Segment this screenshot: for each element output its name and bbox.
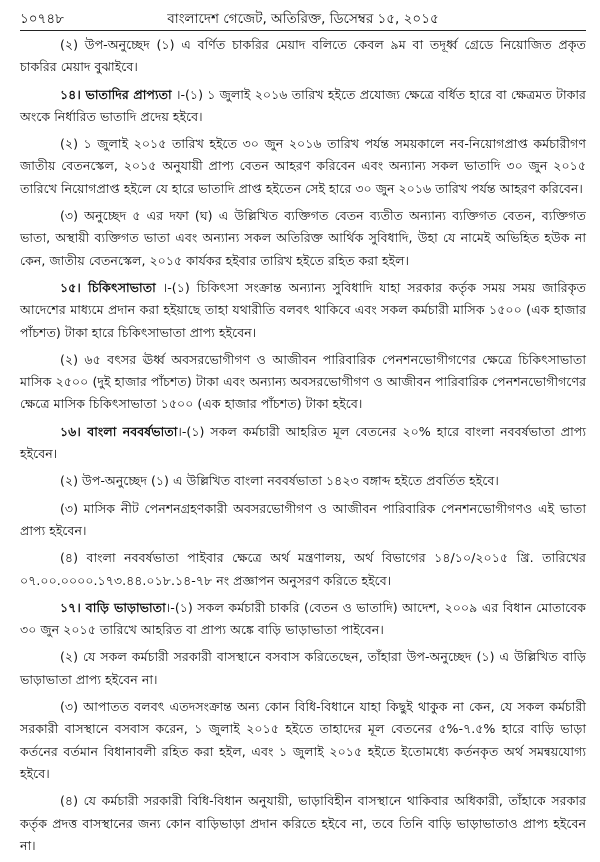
page-number: ১০৭৪৮ [20, 11, 64, 27]
section-14-para-3: (৩) অনুচ্ছেদ ৫ এর দফা (ঘ) এ উল্লিখিত ব্যক্তিগত বেতন ব্যতীত অন্যান্য ব্যক্তিগত বেতন, ব্যক্তিগত ভাতা, অস্থায়ী ব্যক্তিগত ভাতা এবং অন্যান্য সকল অতিরিক্ত আর্থিক সুবিধাদি, উহা যে নামেই অভিহিত হউক না কেন, জাতীয় বেতনস্কেল, ২০১৫ কার্যকর হইবার তারিখ হইতে রহিত করা হইল। [20, 208, 586, 268]
paragraph-13-2: (২) উপ-অনুচ্ছেদ (১) এ বর্ণিত চাকরির মেয়াদ বলিতে কেবল ৯ম বা তদূর্ধ্ব গ্রেডে নিয়োজিত প্রকৃত চাকরির মেয়াদ বুঝাইবে। [20, 37, 586, 75]
section-16-para-4: (৪) বাংলা নববর্ষভাতা পাইবার ক্ষেত্রে অর্থ মন্ত্রণালয়, অর্থ বিভাগের ১৪/১০/২০১৫ খ্রি. তারিখের ০৭.০০.০০০০.১৭৩.৪৪.০১৮.১৪-৭৮ নং প্রজ্ঞাপন অনুসরণ করিতে হইবে। [20, 550, 586, 588]
section-17-para-1: ১৭। বাড়ি ভাড়াভাতা।-(১) সকল কর্মচারী চাকরি (বেতন ও ভাতাদি) আদেশ, ২০০৯ এর বিধান মোতাবেক ৩০ জুন ২০১৫ তারিখে আহরিত বা প্রাপ্য অঙ্কে বাড়ি ভাড়াভাতা পাইবেন। [20, 599, 586, 638]
section-14-para-1: ১৪। ভাতাদির প্রাপ্যতা ।-(১) ১ জুলাই ২০১৬ তারিখ হইতে প্রযোজ্য ক্ষেত্রে বর্ধিত হারে বা ক্ষেত্রমত টাকার অংকে নির্ধারিত ভাতাদি প্রদেয় হইবে। [20, 86, 586, 124]
section-15-heading: ১৫। চিকিৎসাভাতা [60, 279, 156, 295]
section-16-para-3: (৩) মাসিক নীট পেনশনগ্রহণকারী অবসরভোগীগণ ও আজীবন পারিবারিক পেনশনভোগীগণও এই ভাতা প্রাপ্য হইবেন। [20, 500, 586, 538]
gazette-title: বাংলাদেশ গেজেট, অতিরিক্ত, ডিসেম্বর ১৫, ২০১৫ [167, 11, 439, 27]
section-17-para-2: (২) যে সকল কর্মচারী সরকারী বাসস্থানে বসবাস করিতেছেন, তাঁহারা উপ-অনুচ্ছেদ (১) এ উল্লিখিত বাড়ি ভাড়াভাতা প্রাপ্য হইবেন না। [20, 649, 586, 687]
section-16-para-2: (২) উপ-অনুচ্ছেদ (১) এ উল্লিখিত বাংলা নববর্ষভাতা ১৪২৩ বঙ্গাব্দ হইতে প্রবর্তিত হইবে। [60, 473, 499, 489]
section-15-para-2: (২) ৬৫ বৎসর ঊর্ধ্ব অবসরভোগীগণ ও আজীবন পারিবারিক পেনশনভোগীগণের ক্ষেত্রে চিকিৎসাভাতা মাসিক ২৫০০ (দুই হাজার পাঁচশত) টাকা এবং অন্যান্য অবসরভোগীগণ ও আজীবন পারিবারিক পেনশনভোগীগণের ক্ষেত্রে মাসিক চিকিৎসাভাতা ১৫০০ (এক হাজার পাঁচশত) টাকা হইবে। [20, 351, 586, 412]
document-body [20, 34, 586, 862]
section-15-para-1: ১৫। চিকিৎসাভাতা ।-(১) চিকিৎসা সংক্রান্ত অন্যান্য সুবিধাদি যাহা সরকার কর্তৃক সময় সময় জারিকৃত আদেশের মাধ্যমে প্রদান করা হইয়াছে তাহা যথারীতি বলবৎ থাকিবে এবং সকল কর্মচারী মাসিক ১৫০০ (এক হাজার পাঁচশত) টাকা হারে চিকিৎসাভাতা প্রাপ্য হইবেন। [20, 279, 586, 340]
section-14-heading: ১৪। ভাতাদির প্রাপ্যতা [60, 86, 172, 102]
section-16-para-1: ১৬। বাংলা নববর্ষভাতা।-(১) সকল কর্মচারী আহরিত মূল বেতনের ২০% হারে বাংলা নববর্ষভাতা প্রাপ্য হইবেন। [20, 423, 586, 462]
section-17-para-3: (৩) আপাতত বলবৎ এতদসংক্রান্ত অন্য কোন বিধি-বিধানে যাহা কিছুই থাকুক না কেন, যে সকল কর্মচারী সরকারী বাসস্থানে বসবাস করেন, ১ জুলাই ২০১৫ হইতে তাহাদের মূল বেতনের ৫%-৭.৫% হারে বাড়ি ভাড়া কর্তনের বর্তমান বিধানাবলী রহিত করা হইল, এবং ১ জুলাই ২০১৫ হইতে ইতোমধ্যে কর্তনকৃত অর্থ সমন্বয়যোগ্য হইবে। [20, 699, 586, 781]
section-17-para-4: (৪) যে কর্মচারী সরকারী বিধি-বিধান অনুযায়ী, ভাড়াবিহীন বাসস্থানে থাকিবার অধিকারী, তাঁহাকে সরকার কর্তৃক প্রদত্ত বাসস্থানের জন্য কোন বাড়িভাড়া প্রদান করিতে হইবে না, তবে তিনি বাড়ি ভাড়াভাতাও প্রাপ্য হইবেন না। [20, 793, 586, 853]
section-16-heading: ১৬। বাংলা নববর্ষভাতা [60, 423, 178, 439]
section-14-para-2: (২) ১ জুলাই ২০১৫ তারিখ হইতে ৩০ জুন ২০১৬ তারিখ পর্যন্ত সময়কালে নব-নিয়োগপ্রাপ্ত কর্মচারীগণ জাতীয় বেতনস্কেল, ২০১৫ অনুযায়ী প্রাপ্য বেতন আহরণ করিবেন এবং অন্যান্য সকল ভাতাদি ৩০ জুন ২০১৫ তারিখে নিয়োগপ্রাপ্ত হইলে যে হারে ভাতাদি প্রাপ্ত হইতেন সেই হারে ৩০ জুন ২০১৬ তারিখ পর্যন্ত আহরণ করিবেন। [20, 136, 586, 196]
section-17-heading: ১৭। বাড়ি ভাড়াভাতা [60, 599, 166, 615]
page-header [20, 4, 586, 31]
